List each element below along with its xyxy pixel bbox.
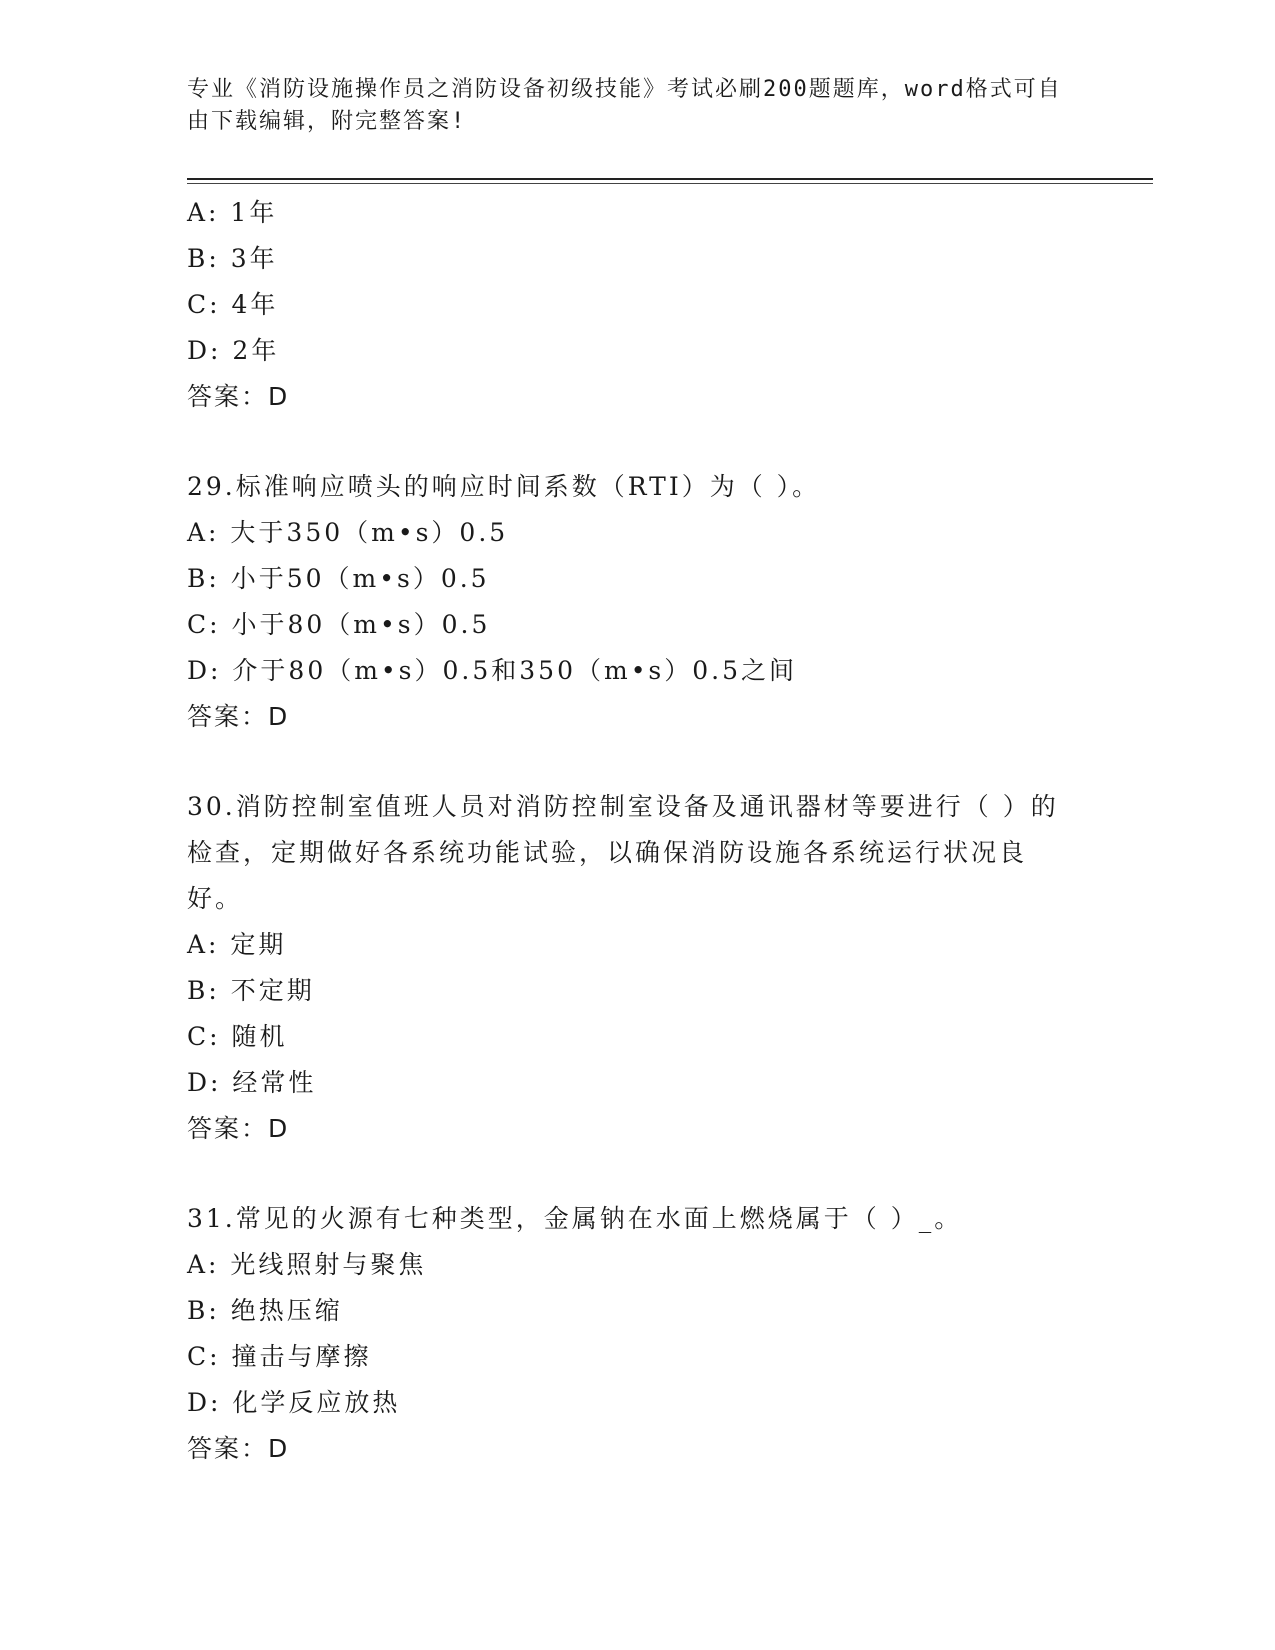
option-c: C: 小于80（m•s）0.5	[187, 610, 491, 639]
option-b: B: 不定期	[187, 976, 315, 1005]
question-block-31	[187, 1196, 1067, 1472]
option-d: D: 化学反应放热	[187, 1388, 401, 1417]
answer-line: 答案：D	[187, 1434, 290, 1463]
question-text: 31.常见的火源有七种类型，金属钠在水面上燃烧属于（ ）_。	[187, 1204, 963, 1233]
option-d: D: 介于80（m•s）0.5和350（m•s）0.5之间	[187, 656, 798, 685]
option-b: B: 小于50（m•s）0.5	[187, 564, 490, 593]
question-block-30	[187, 784, 1067, 1152]
option-a: A: 定期	[187, 930, 287, 959]
option-b: B: 绝热压缩	[187, 1296, 343, 1325]
header-divider-thin	[187, 183, 1153, 184]
option-c: C: 随机	[187, 1022, 288, 1051]
header-divider	[187, 178, 1153, 180]
option-c: C: 4年	[187, 290, 279, 319]
header-text: 专业《消防设施操作员之消防设备初级技能》考试必刷200题题库，word格式可自由下载编辑，附完整答案!	[187, 77, 1062, 134]
option-b: B: 3年	[187, 244, 278, 273]
option-a: A: 大于350（m•s）0.5	[187, 518, 509, 547]
answer-line: 答案：D	[187, 382, 290, 411]
answer-line: 答案：D	[187, 702, 290, 731]
option-a: A: 光线照射与聚焦	[187, 1250, 427, 1279]
option-a: A: 1年	[187, 198, 278, 227]
option-d: D: 2年	[187, 336, 280, 365]
question-block-prev	[187, 190, 1067, 420]
option-d: D: 经常性	[187, 1068, 317, 1097]
question-text: 30.消防控制室值班人员对消防控制室设备及通讯器材等要进行（ ）的检查，定期做好各系统功能试验，以确保消防设施各系统运行状况良好。	[187, 792, 1059, 913]
option-c: C: 撞击与摩擦	[187, 1342, 372, 1371]
document-header	[187, 74, 1067, 138]
question-text: 29.标准响应喷头的响应时间系数（RTI）为（ ）。	[187, 472, 821, 501]
question-block-29	[187, 464, 1067, 740]
question-list	[187, 190, 1067, 1472]
answer-line: 答案：D	[187, 1114, 290, 1143]
